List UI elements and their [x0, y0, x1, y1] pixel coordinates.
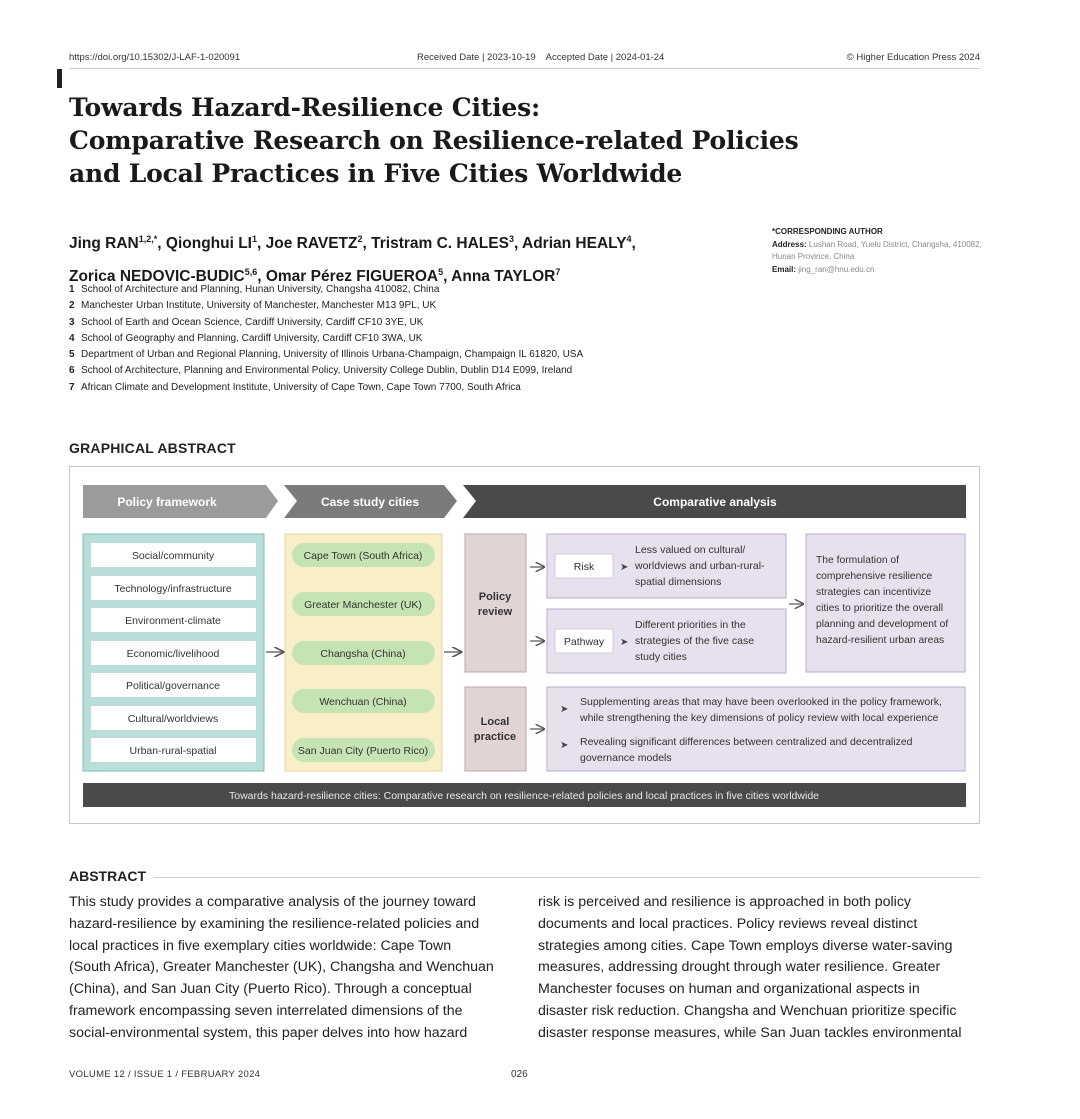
abstract-heading: ABSTRACT — [69, 868, 154, 884]
dimension-label: Urban-rural-spatial — [129, 745, 217, 757]
affiliation-item — [69, 363, 769, 379]
conclusion-text: planning and development of — [816, 619, 949, 630]
page-number: 026 — [511, 1069, 528, 1080]
affiliation-text: Manchester Urban Institute, University of Manchester, Manchester M13 9PL, UK — [81, 300, 437, 312]
dimension-label: Political/governance — [126, 680, 220, 692]
affiliation-number: 7 — [69, 381, 75, 393]
local-practice-label: practice — [473, 731, 517, 743]
city-label: Cape Town (South Africa) — [303, 550, 423, 562]
copyright: © Higher Education Press 2024 — [846, 52, 980, 63]
conclusion-text: The formulation of — [816, 555, 899, 566]
header-rule — [69, 68, 980, 69]
author-name: Zorica NEDOVIC-BUDIC — [69, 268, 245, 285]
graphical-abstract-heading: GRAPHICAL ABSTRACT — [69, 440, 236, 456]
abstract-line: hazard-resilience by examining the resilience-related policies and — [69, 915, 480, 932]
local-practice-label: Local — [480, 716, 510, 728]
finding-text: governance models — [580, 752, 672, 764]
abstract-line: (China), and San Juan City (Puerto Rico). Through a conceptual — [69, 981, 472, 998]
graphical-abstract-figure — [69, 466, 980, 824]
abstract-line: Manchester focuses on human and organizational aspects in — [538, 981, 920, 998]
risk-tag-label: Risk — [573, 561, 595, 573]
risk-text: Less valued on cultural/ — [635, 544, 746, 556]
stage-label: Comparative analysis — [653, 495, 777, 509]
abstract-line: measures, addressing drought through water resilience. Greater — [538, 959, 941, 976]
affiliation-number: 5 — [69, 349, 75, 361]
dimension-label: Environment-climate — [125, 615, 221, 627]
policy-review-label: Policy — [478, 591, 512, 603]
affiliation-text: School of Earth and Ocean Science, Cardiff University, Cardiff CF10 3YE, UK — [81, 316, 424, 328]
dimension-label: Social/community — [131, 550, 215, 562]
graphical-abstract-diagram — [70, 467, 981, 825]
city-label: Changsha (China) — [320, 648, 406, 660]
section-marker — [57, 69, 62, 88]
abstract-line: documents and local practices. Policy reviews reveal distinct — [538, 915, 918, 932]
risk-text: spatial dimensions — [635, 576, 722, 588]
affiliation-number: 6 — [69, 365, 75, 377]
finding-text: while strengthening the key dimensions of policy review with local experience — [580, 712, 939, 724]
corresponding-author — [772, 226, 982, 276]
policy-review-label: review — [477, 606, 513, 618]
affiliation-item — [69, 298, 769, 314]
paper-title — [69, 91, 799, 190]
abstract-rule — [69, 877, 980, 878]
address-key: Address: — [772, 239, 807, 249]
abstract-line: disaster response measures, while San Juan tackles environmental — [538, 1024, 962, 1041]
author-name: Qionghui LI — [165, 235, 252, 252]
pathway-text: Different priorities in the — [635, 619, 746, 631]
abstract-line: local practices in five exemplary cities worldwide: Cape Town — [69, 937, 452, 954]
affiliation-text: African Climate and Development Institute, University of Cape Town, Cape Town 7700, South Africa — [81, 381, 521, 393]
title-line: Towards Hazard-Resilience Cities: — [69, 93, 541, 122]
corresponding-label: *CORRESPONDING AUTHOR — [772, 227, 883, 236]
affiliation-number: 3 — [69, 316, 75, 328]
affiliation-number: 4 — [69, 332, 75, 344]
author-name: Jing RAN — [69, 235, 139, 252]
affiliation-text: School of Architecture and Planning, Hunan University, Changsha 410082, China — [81, 284, 440, 295]
dimension-label: Technology/infrastructure — [114, 583, 232, 595]
chevron-right-icon: ➤ — [560, 704, 569, 715]
abstract-line: disaster risk reduction. Changsha and Wenchuan prioritize specific — [538, 1002, 957, 1019]
author-affil: 4 — [626, 234, 632, 244]
author-affil: 1,2,* — [138, 234, 158, 244]
author-affil: 7 — [555, 267, 561, 277]
finding-text: Revealing significant differences between centralized and decentralized — [580, 736, 913, 748]
abstract-line: risk is perceived and resilience is approached in both policy — [538, 894, 912, 910]
affiliation-item — [69, 315, 769, 331]
city-label: San Juan City (Puerto Rico) — [297, 745, 429, 757]
risk-text: worldviews and urban-rural- — [635, 560, 765, 572]
volume-info: VOLUME 12 / ISSUE 1 / FEBRUARY 2024 — [69, 1069, 261, 1080]
address-value: Lushan Road, Yuelu District, Changsha, 410082, Hunan Province, China — [772, 239, 982, 261]
affiliation-item — [69, 347, 769, 363]
affiliation-item — [69, 380, 769, 396]
city-label: Greater Manchester (UK) — [304, 599, 422, 611]
affiliation-item — [69, 331, 769, 347]
stage-label: Case study cities — [320, 495, 420, 509]
author-affil: 3 — [508, 234, 514, 244]
abstract-column-left — [69, 892, 514, 1045]
author-name: Joe RAVETZ — [265, 235, 358, 252]
policy-review-box — [465, 534, 526, 672]
chevron-right-icon: ➤ — [560, 740, 569, 751]
author-affil: 1 — [251, 234, 257, 244]
abstract-line: social-environmental system, this paper delves into how hazard — [69, 1024, 468, 1041]
affiliation-text: School of Geography and Planning, Cardiff University, Cardiff CF10 3WA, UK — [81, 332, 423, 344]
conclusion-text: hazard-resilient urban areas — [816, 635, 945, 646]
conclusion-text: cities to prioritize the overall — [816, 603, 944, 614]
conclusion-text: comprehensive resilience — [816, 571, 933, 582]
abstract-line: strategies among cities. Cape Town employs diverse water-saving — [538, 937, 953, 954]
email-value[interactable]: jing_ran@hnu.edu.cn — [798, 264, 875, 274]
affiliation-number: 1 — [69, 284, 75, 295]
affiliation-list — [69, 282, 769, 396]
finding-text: Supplementing areas that may have been overlooked in the policy framework, — [580, 696, 942, 708]
author-affil: 5 — [438, 267, 444, 277]
email-key: Email: — [772, 264, 797, 274]
dimension-label: Cultural/worldviews — [127, 713, 219, 725]
pathway-tag-label: Pathway — [563, 636, 605, 648]
author-name: Omar Pérez FIGUEROA — [265, 268, 439, 285]
abstract-line: (South Africa), Greater Manchester (UK), Changsha and Wenchuan — [69, 959, 494, 976]
page-header — [69, 52, 980, 68]
abstract-line: framework encompassing seven interrelated dimensions of the — [69, 1002, 463, 1019]
author-affil: 2 — [357, 234, 363, 244]
chevron-right-icon: ➤ — [620, 637, 629, 648]
abstract-column-right — [538, 892, 983, 1045]
author-name: Adrian HEALY — [522, 235, 627, 252]
local-practice-box — [465, 687, 526, 771]
city-label: Wenchuan (China) — [319, 696, 407, 708]
title-line: Comparative Research on Resilience-related Policies — [69, 126, 799, 155]
author-list: Jing $RAN^{1,2,*}$, Qionghui $LI^1$, Joe RAVETZ$^2$, Tristram C. HALES$^3$, Adrian HEALY$^4$, Zorica NEDOVIC-BUDIC$^{5,6}$, Omar Pérez FIGUEROA$^5$, Anna TAYLOR$^7$ — [69, 234, 636, 285]
dimension-label: Economic/livelihood — [126, 648, 220, 660]
doi-link[interactable]: https://doi.org/10.15302/J-LAF-1-020091 — [69, 52, 241, 63]
conclusion-text: strategies can incentivize — [816, 587, 932, 598]
author-name: Anna TAYLOR — [451, 268, 556, 285]
affiliation-text: Department of Urban and Regional Planning, University of Illinois Urbana-Champaign, Champaign IL 61820, USA — [81, 349, 584, 361]
author-affil: 5,6 — [244, 267, 258, 277]
pathway-text: study cities — [635, 651, 687, 663]
chevron-right-icon: ➤ — [620, 562, 629, 573]
summary-banner-text: Towards hazard-resilience cities: Comparative research on resilience-related policies and local practices in five cities worldwide — [228, 790, 820, 802]
title-line: and Local Practices in Five Cities Worldwide — [69, 159, 683, 188]
affiliation-text: School of Architecture, Planning and Environmental Policy, University College Dublin, Dublin D14 E099, Ireland — [81, 365, 573, 377]
author-name: Tristram C. HALES — [371, 235, 509, 252]
abstract-line: This study provides a comparative analysis of the journey toward — [69, 894, 476, 910]
pathway-text: strategies of the five case — [635, 635, 755, 647]
affiliation-number: 2 — [69, 300, 75, 312]
dates: Received Date | 2023-10-19 Accepted Date | 2024-01-24 — [417, 52, 665, 63]
affiliation-item — [69, 282, 769, 298]
stage-label: Policy framework — [117, 495, 217, 509]
